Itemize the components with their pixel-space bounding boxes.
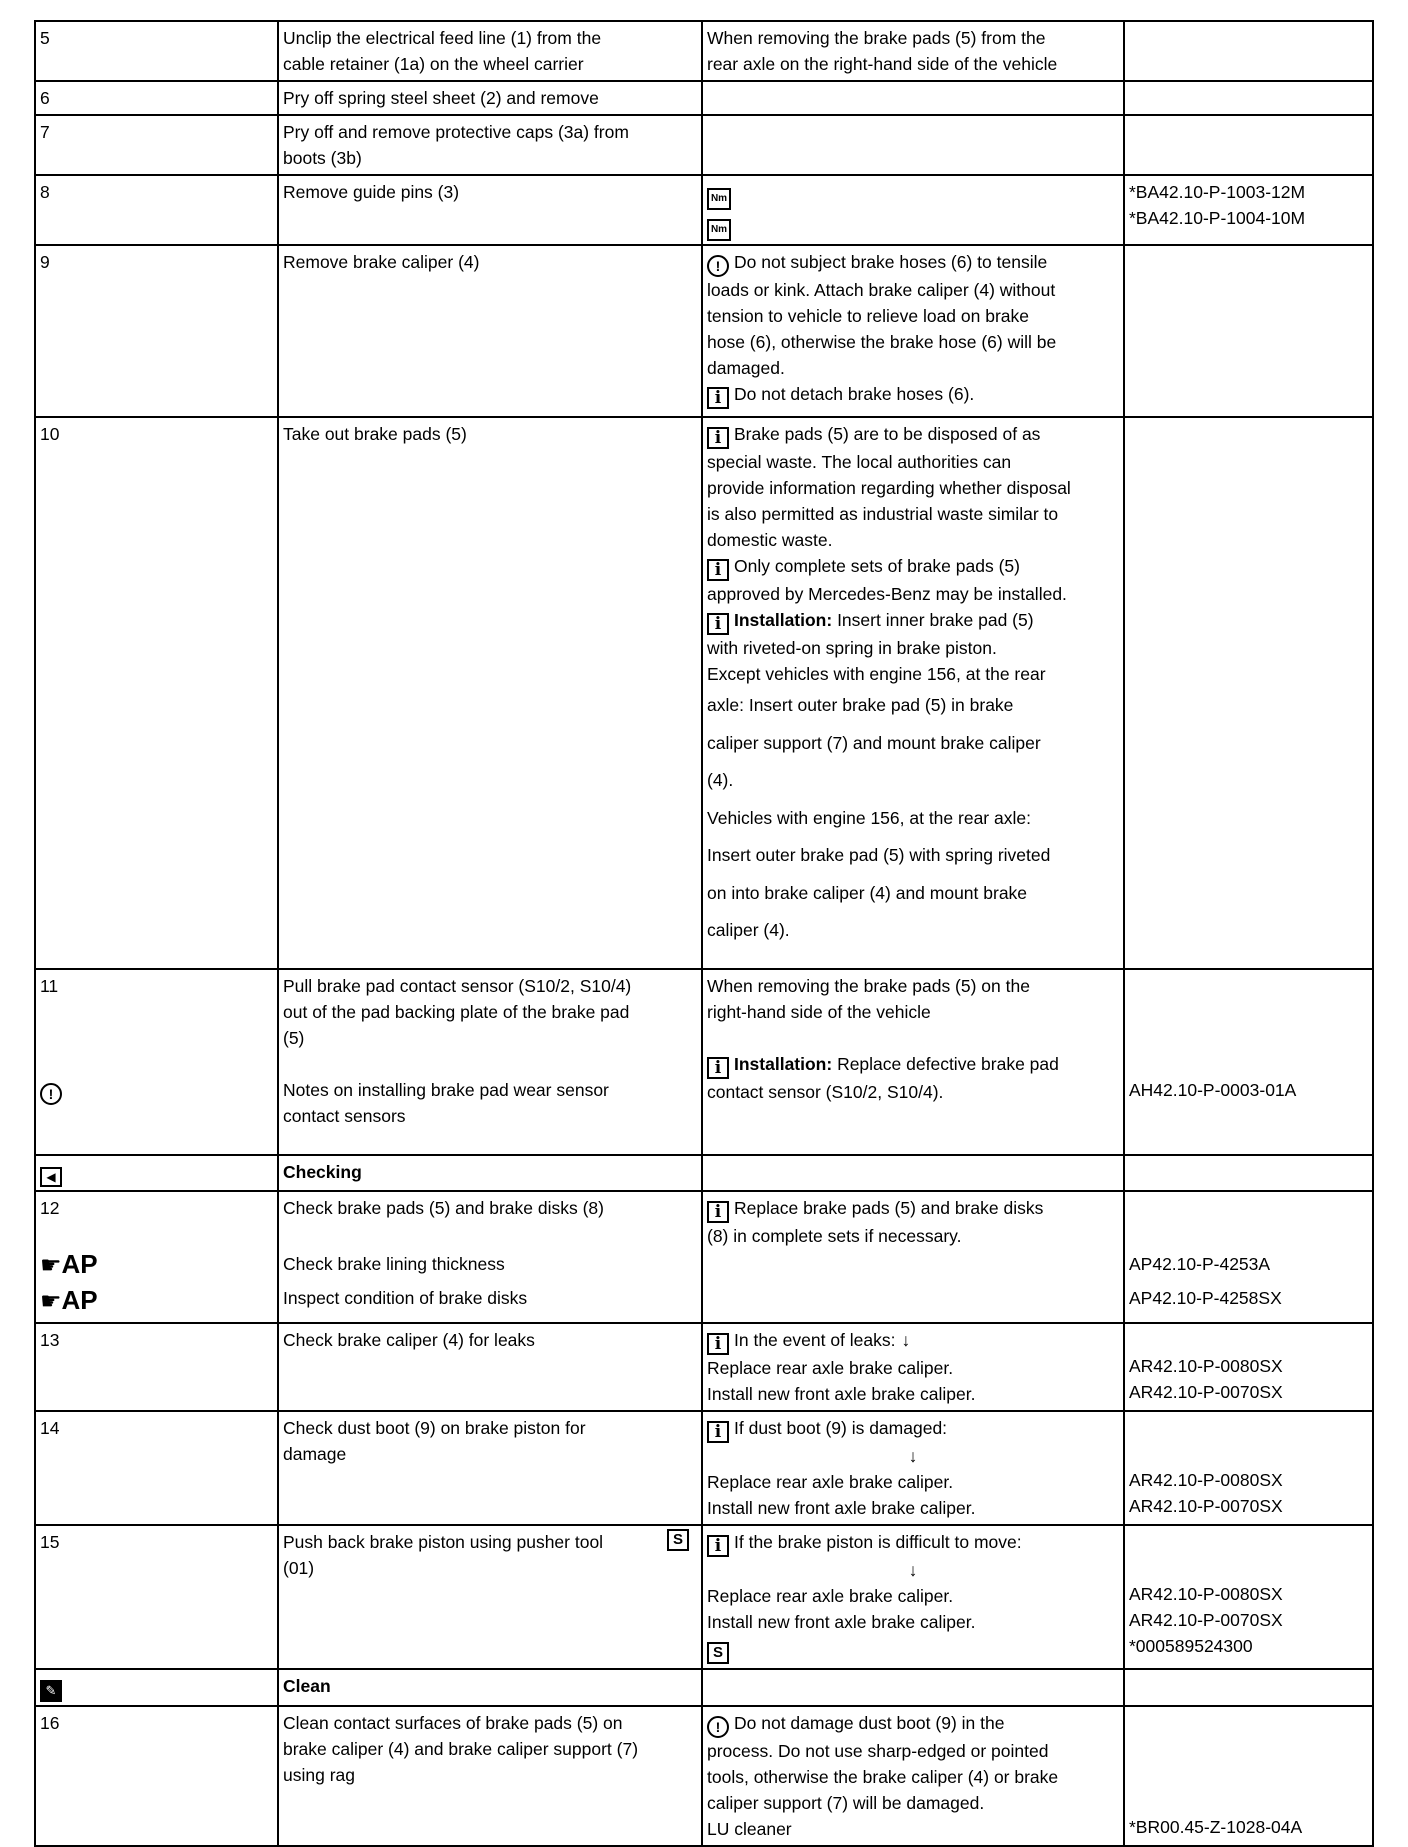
reference-link[interactable]: AR42.10-P-0080SX xyxy=(1129,1356,1283,1376)
section-title: Clean xyxy=(278,1669,702,1706)
reference-link[interactable]: AR42.10-P-0080SX xyxy=(1129,1470,1283,1490)
step-note: i If the brake piston is difficult to move: ↓ Replace rear axle brake caliper. Install new front axle brake caliper. S xyxy=(702,1525,1124,1669)
step-note xyxy=(702,175,1124,245)
table-row xyxy=(35,1525,1373,1669)
section-icon-cell xyxy=(35,1669,278,1706)
cleaning-icon: ✎ xyxy=(40,1680,62,1702)
step-action: Unclip the electrical feed line (1) from the cable retainer (1a) on the wheel carrier xyxy=(278,21,702,81)
caution-icon: ! xyxy=(707,1716,729,1738)
wear-sensor-notes-link[interactable]: Notes on installing brake pad wear sensor xyxy=(283,1080,609,1100)
checking-icon: ◀ xyxy=(40,1167,62,1187)
step-reference xyxy=(1124,1525,1373,1669)
info-icon: i xyxy=(707,1333,729,1355)
procedure-table-container xyxy=(34,20,1372,1847)
work-unit-link[interactable]: ☛AP xyxy=(40,1249,98,1279)
info-icon: i xyxy=(707,1057,729,1079)
pointing-hand-icon: ☛ xyxy=(40,1252,62,1279)
step-number: 6 xyxy=(35,81,278,115)
reference-link[interactable]: *000589524300 xyxy=(1129,1636,1253,1656)
step-action: Clean contact surfaces of brake pads (5) on brake caliper (4) and brake caliper support (7) using rag xyxy=(278,1706,702,1846)
step-number: 11 ! xyxy=(35,969,278,1155)
step-action: Push back brake piston using pusher tool S (01) xyxy=(278,1525,702,1669)
reference-link[interactable]: AR42.10-P-0070SX xyxy=(1129,1496,1283,1516)
step-reference xyxy=(1124,115,1373,175)
step-note xyxy=(702,1155,1124,1191)
step-reference xyxy=(1124,1706,1373,1846)
step-note: When removing the brake pads (5) on the right-hand side of the vehicle i Installation: Replace defective brake pad contact sensor (S10/2, S10/4). xyxy=(702,969,1124,1155)
torque-nm-icon: Nm xyxy=(707,219,731,241)
reference-link[interactable]: AH42.10-P-0003-01A xyxy=(1129,1080,1297,1100)
section-icon-cell xyxy=(35,1155,278,1191)
step-note xyxy=(702,115,1124,175)
step-reference xyxy=(1124,1323,1373,1411)
installation-steps: axle: Insert outer brake pad (5) in brake caliper support (7) and mount brake caliper (4). Vehicles with engine 156, at the rear axle: Insert outer brake pad (5) with spring riveted on into brake caliper (4) and mount brake caliper (4). xyxy=(707,695,1051,940)
step-number: 10 xyxy=(35,417,278,969)
step-action: Pry off spring steel sheet (2) and remove xyxy=(278,81,702,115)
table-row xyxy=(35,1411,1373,1525)
step-reference xyxy=(1124,1669,1373,1706)
reference-link[interactable]: *BA42.10-P-1003-12M xyxy=(1129,182,1306,202)
step-action: Take out brake pads (5) xyxy=(278,417,702,969)
step-note: i In the event of leaks: ↓ Replace rear axle brake caliper. Install new front axle brake caliper. xyxy=(702,1323,1124,1411)
step-note: i Replace brake pads (5) and brake disks (8) in complete sets if necessary. xyxy=(702,1191,1124,1323)
step-action: Pry off and remove protective caps (3a) from boots (3b) xyxy=(278,115,702,175)
step-reference xyxy=(1124,1155,1373,1191)
pointing-hand-icon: ☛ xyxy=(40,1288,62,1315)
reference-link[interactable]: AP42.10-P-4253A xyxy=(1129,1254,1271,1274)
special-tool-icon[interactable]: S xyxy=(667,1529,689,1551)
caution-icon: ! xyxy=(707,255,729,277)
arrow-down-icon: ↓ xyxy=(908,1560,918,1580)
table-row xyxy=(35,969,1373,1155)
info-icon: i xyxy=(707,1421,729,1443)
step-reference xyxy=(1124,417,1373,969)
reference-link[interactable]: *BA42.10-P-1004-10M xyxy=(1129,208,1306,228)
step-action: Check brake pads (5) and brake disks (8) Check brake lining thickness Inspect condition of brake disks xyxy=(278,1191,702,1323)
table-row xyxy=(35,1191,1373,1323)
table-row xyxy=(35,1706,1373,1846)
table-row xyxy=(35,115,1373,175)
table-row xyxy=(35,21,1373,81)
step-number: 16 xyxy=(35,1706,278,1846)
section-row xyxy=(35,1669,1373,1706)
reference-link[interactable]: *BR00.45-Z-1028-04A xyxy=(1129,1817,1303,1837)
step-number: 7 xyxy=(35,115,278,175)
arrow-down-icon: ↓ xyxy=(901,1330,911,1350)
step-action: Check dust boot (9) on brake piston for damage xyxy=(278,1411,702,1525)
caution-icon: ! xyxy=(40,1083,62,1105)
step-number: 5 xyxy=(35,21,278,81)
table-row xyxy=(35,417,1373,969)
step-number: 12 ☛AP ☛AP xyxy=(35,1191,278,1323)
special-tool-icon[interactable]: S xyxy=(707,1642,729,1664)
step-reference xyxy=(1124,81,1373,115)
procedure-table xyxy=(34,20,1374,1847)
table-row xyxy=(35,1323,1373,1411)
info-icon: i xyxy=(707,1201,729,1223)
info-icon: i xyxy=(707,559,729,581)
step-number: 9 xyxy=(35,245,278,417)
work-unit-link[interactable]: ☛AP xyxy=(40,1285,98,1315)
reference-link[interactable]: AR42.10-P-0070SX xyxy=(1129,1610,1283,1630)
step-action: Check brake caliper (4) for leaks xyxy=(278,1323,702,1411)
step-note: ! Do not subject brake hoses (6) to tensile loads or kink. Attach brake caliper (4) without tension to vehicle to relieve load on brake hose (6), otherwise the brake hose (6) will be damaged. i Do not detach brake hoses (6). xyxy=(702,245,1124,417)
info-icon: i xyxy=(707,1535,729,1557)
section-title: Checking xyxy=(278,1155,702,1191)
info-icon: i xyxy=(707,427,729,449)
torque-nm-icon: Nm xyxy=(707,188,731,210)
step-note: When removing the brake pads (5) from the rear axle on the right-hand side of the vehicle xyxy=(702,21,1124,81)
step-reference xyxy=(1124,175,1373,245)
table-row xyxy=(35,245,1373,417)
step-number: 8 xyxy=(35,175,278,245)
arrow-down-icon: ↓ xyxy=(908,1446,918,1466)
step-reference xyxy=(1124,969,1373,1155)
step-reference xyxy=(1124,245,1373,417)
step-note: ! Do not damage dust boot (9) in the process. Do not use sharp-edged or pointed tools, otherwise the brake caliper (4) or brake caliper support (7) will be damaged. LU cleaner xyxy=(702,1706,1124,1846)
info-icon: i xyxy=(707,387,729,409)
step-action: Remove brake caliper (4) xyxy=(278,245,702,417)
step-note: i Brake pads (5) are to be disposed of as special waste. The local authorities can provide information regarding whether disposal is also permitted as industrial waste similar to domestic waste. i Only complete sets of brake pads (5) approved by Mercedes-Benz may be installed. i Installation: Insert inner brake pad (5) with riveted-on spring in brake piston. Except vehicles with engine 156, at the rear axle: Insert outer brake pad (5) in brake caliper support (7) and mount brake caliper (4). Vehicles with engine 156, at the rear axle: Insert outer brake pad (5) with spring riveted on into brake caliper (4) and mount brake caliper (4). xyxy=(702,417,1124,969)
step-number: 15 xyxy=(35,1525,278,1669)
reference-link[interactable]: AR42.10-P-0070SX xyxy=(1129,1382,1283,1402)
step-note xyxy=(702,81,1124,115)
reference-link[interactable]: AP42.10-P-4258SX xyxy=(1129,1288,1282,1308)
step-reference xyxy=(1124,21,1373,81)
step-number: 13 xyxy=(35,1323,278,1411)
step-action: Pull brake pad contact sensor (S10/2, S10/4) out of the pad backing plate of the brake pad (5) Notes on installing brake pad wear sensor contact sensors xyxy=(278,969,702,1155)
step-number: 14 xyxy=(35,1411,278,1525)
info-icon: i xyxy=(707,613,729,635)
reference-link[interactable]: AR42.10-P-0080SX xyxy=(1129,1584,1283,1604)
step-note: i If dust boot (9) is damaged: ↓ Replace rear axle brake caliper. Install new front axle brake caliper. xyxy=(702,1411,1124,1525)
step-reference xyxy=(1124,1411,1373,1525)
step-note xyxy=(702,1669,1124,1706)
step-reference xyxy=(1124,1191,1373,1323)
section-row xyxy=(35,1155,1373,1191)
table-row xyxy=(35,81,1373,115)
step-action: Remove guide pins (3) xyxy=(278,175,702,245)
table-row xyxy=(35,175,1373,245)
